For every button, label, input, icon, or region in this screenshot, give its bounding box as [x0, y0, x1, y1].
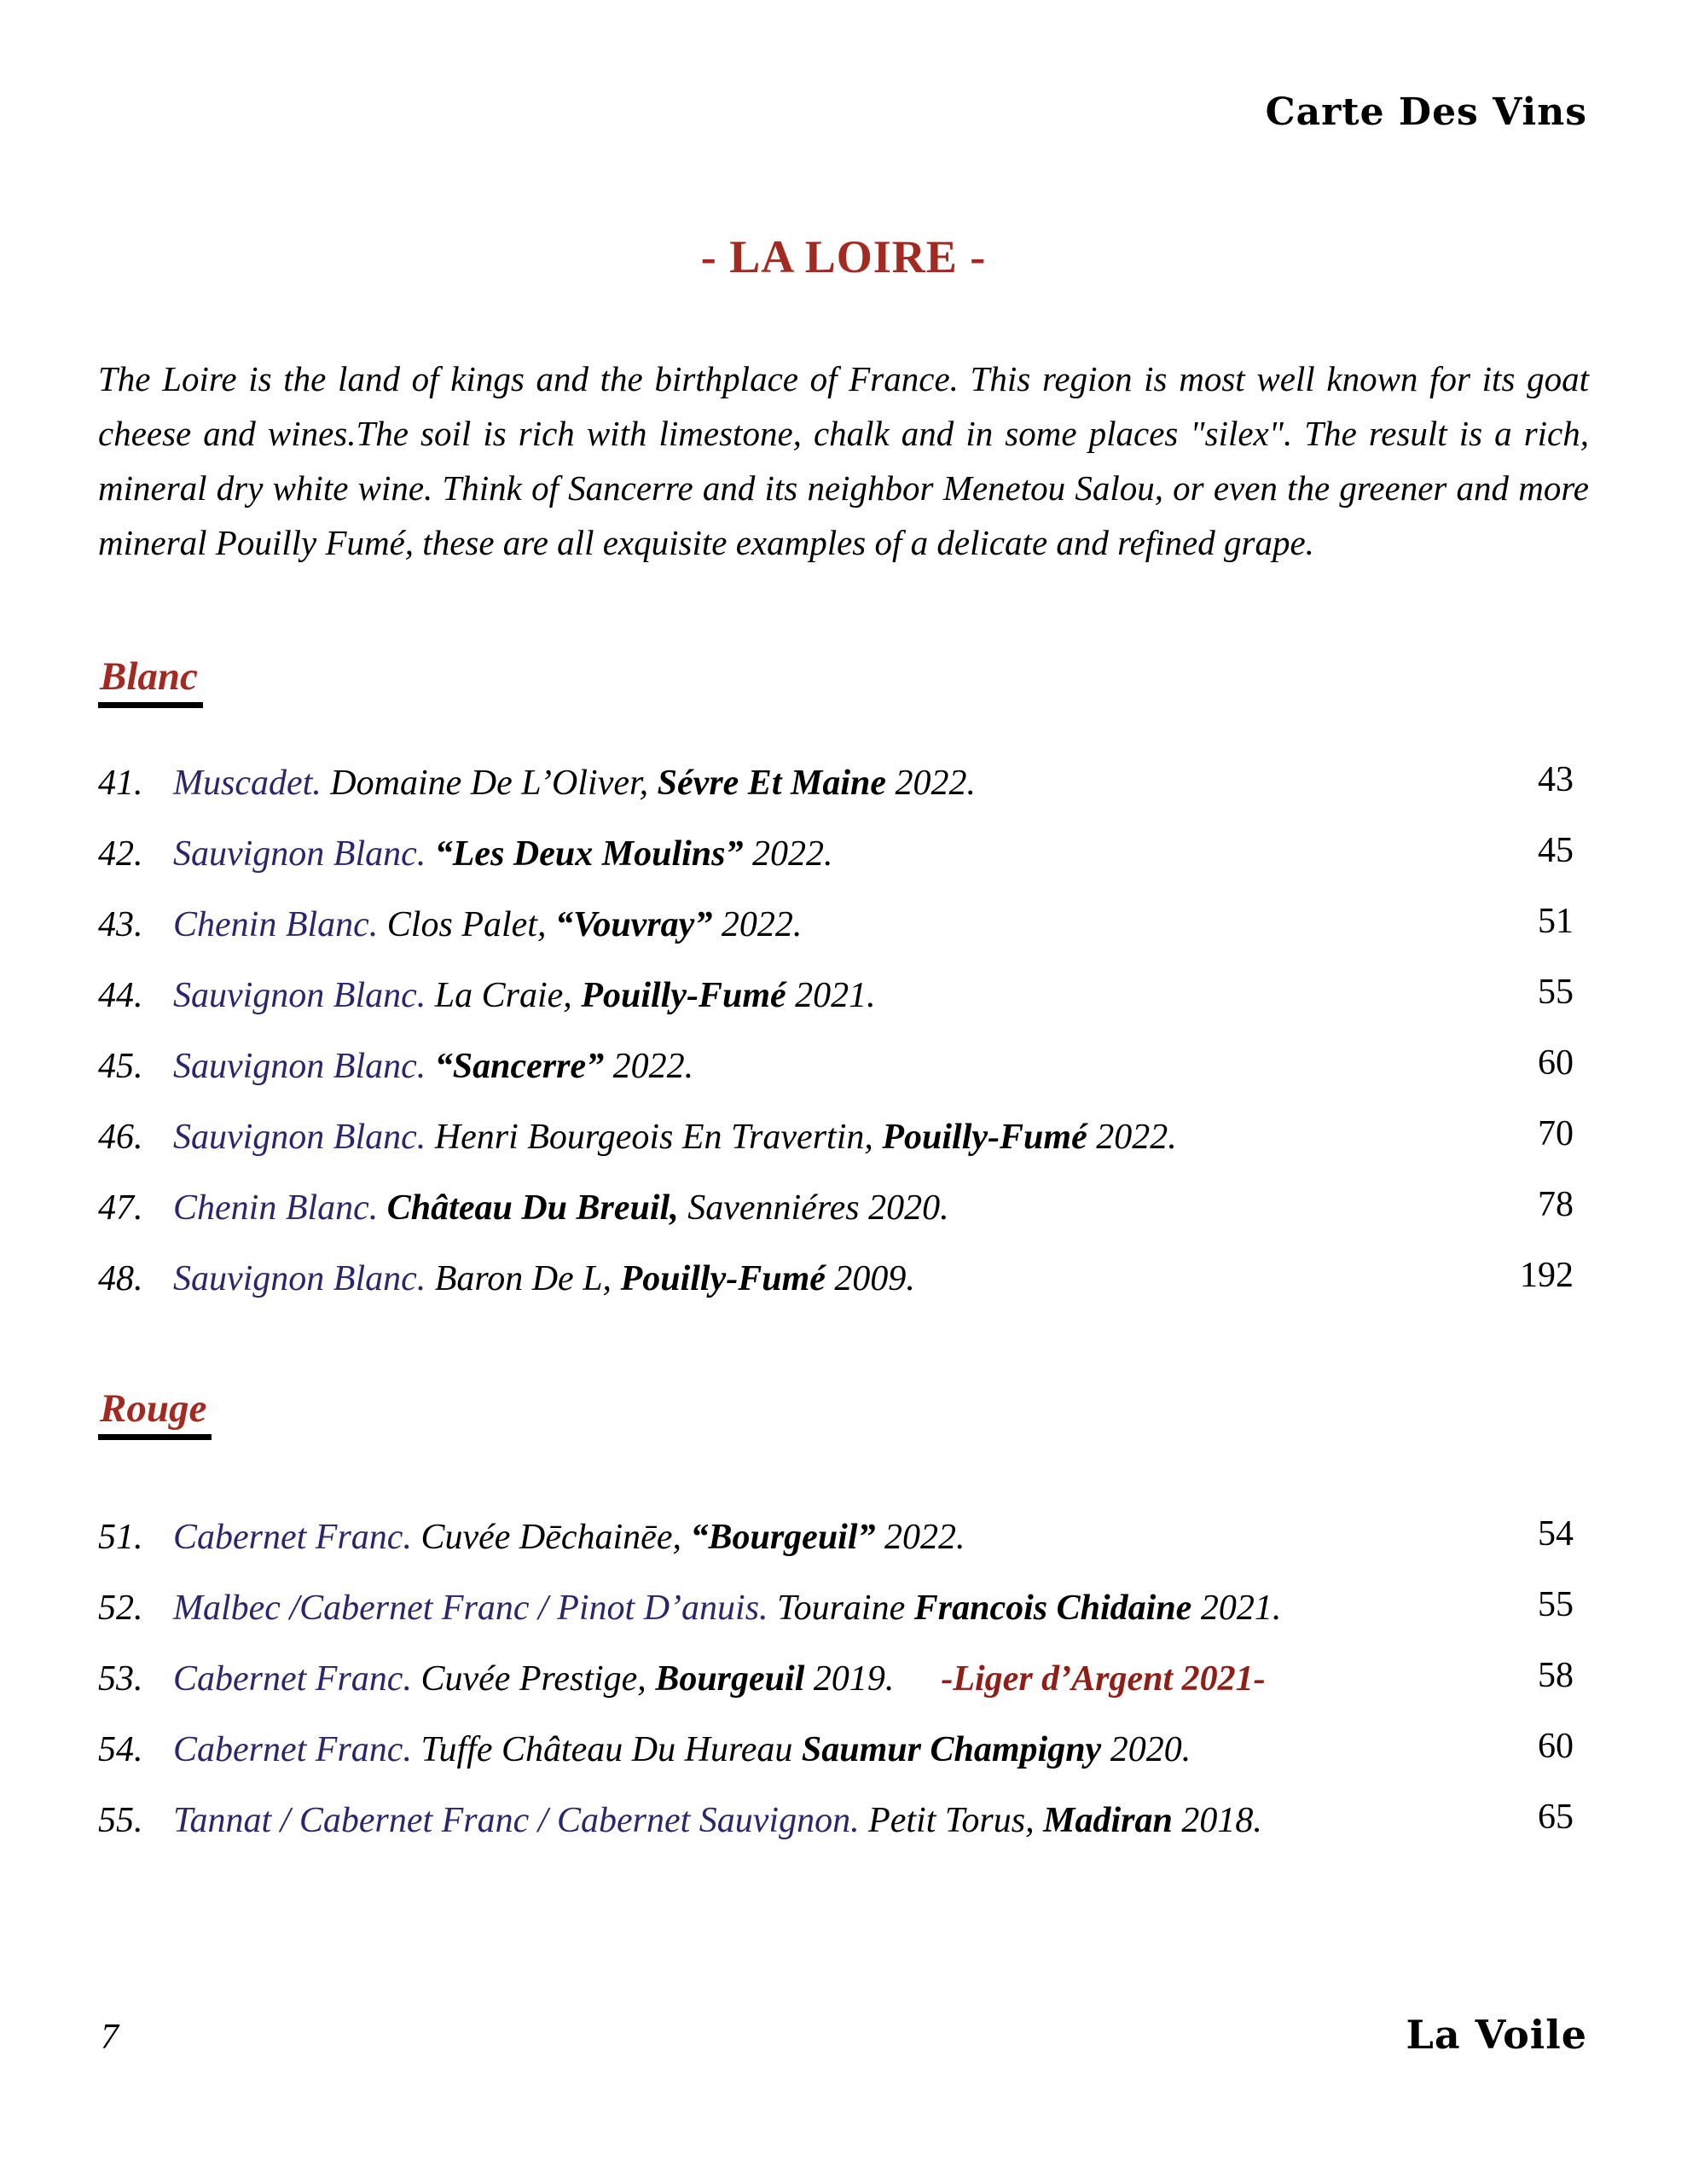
- wine-name-emphasis: Château Du Breuil,: [386, 1188, 679, 1228]
- wine-description: [173, 973, 1480, 1019]
- wine-name-text: La Craie,: [434, 976, 582, 1015]
- wine-price: 51: [1538, 902, 1574, 941]
- page-number: 7: [101, 2018, 119, 2057]
- grape-variety: Cabernet Franc.: [173, 1659, 412, 1699]
- wine-name-text: 2022.: [875, 1518, 965, 1557]
- wine-number: 44.: [98, 976, 143, 1015]
- wine-name-text: Savenniéres 2020.: [678, 1188, 949, 1228]
- wine-price: 58: [1538, 1656, 1574, 1695]
- wine-number: 48.: [98, 1259, 143, 1298]
- wine-price: 192: [1520, 1256, 1574, 1295]
- wine-name-text: 2021.: [1191, 1589, 1282, 1628]
- wine-name-text: 2020.: [1101, 1730, 1191, 1769]
- wine-name-emphasis: Sévre Et Maine: [657, 764, 886, 803]
- wine-name-emphasis: Francois Chidaine: [913, 1589, 1192, 1628]
- wine-name-text: Tuffe Château Du Hureau: [420, 1730, 802, 1769]
- grape-variety: Chenin Blanc.: [173, 1188, 379, 1228]
- wine-number: 46.: [98, 1118, 143, 1157]
- wine-description: [173, 832, 1480, 877]
- wine-description: [173, 1798, 1480, 1844]
- grape-variety: Sauvignon Blanc.: [173, 834, 426, 874]
- wine-name-emphasis: “Sancerre”: [434, 1047, 605, 1086]
- wine-number: 55.: [98, 1801, 143, 1840]
- wine-description: [173, 1515, 1480, 1560]
- wine-row: [98, 1115, 1574, 1160]
- grape-variety: Tannat / Cabernet Franc / Cabernet Sauvignon.: [173, 1801, 860, 1840]
- wine-description: [173, 1257, 1480, 1302]
- wine-name-emphasis: “Les Deux Moulins”: [434, 834, 744, 874]
- grape-variety: Chenin Blanc.: [173, 905, 379, 944]
- vintage-note: -Liger d’Argent 2021-: [941, 1659, 1266, 1699]
- wine-name-text: Touraine: [777, 1589, 914, 1628]
- grape-variety: Malbec /Cabernet Franc / Pinot D’anuis.: [173, 1589, 768, 1628]
- wine-name-text: Petit Torus,: [868, 1801, 1044, 1840]
- wine-row: [98, 1044, 1574, 1089]
- wine-name-text: 2009.: [825, 1259, 915, 1298]
- wine-row: [98, 1515, 1574, 1560]
- grape-variety: Sauvignon Blanc.: [173, 1259, 426, 1298]
- wine-price: 54: [1538, 1514, 1574, 1554]
- wine-name-emphasis: “Vouvray”: [554, 905, 713, 944]
- wine-row: [98, 832, 1574, 877]
- wine-name-text: 2022.: [1087, 1118, 1177, 1157]
- wine-description: [173, 761, 1480, 806]
- section-header-blanc: Blanc: [98, 653, 203, 708]
- wine-name-emphasis: Saumur Champigny: [801, 1730, 1102, 1769]
- grape-variety: Sauvignon Blanc.: [173, 1118, 426, 1157]
- section-blanc: [98, 653, 1574, 1327]
- wine-name-text: Cuvée Dēchainēe,: [420, 1518, 691, 1557]
- wine-number: 54.: [98, 1730, 143, 1769]
- wine-row: [98, 761, 1574, 806]
- wine-name-emphasis: “Bourgeuil”: [690, 1518, 876, 1557]
- wine-row: [98, 1657, 1574, 1702]
- wine-number: 43.: [98, 905, 143, 944]
- wine-description: [173, 1044, 1480, 1089]
- wine-name-text: Henri Bourgeois En Travertin,: [434, 1118, 883, 1157]
- wine-name-text: 2022.: [886, 764, 976, 803]
- wine-description: [173, 1115, 1480, 1160]
- wine-description: [173, 1728, 1480, 1773]
- wine-price: 43: [1538, 760, 1574, 799]
- wine-row: [98, 903, 1574, 948]
- wine-price: 55: [1538, 1585, 1574, 1624]
- wine-name-text: Domaine De L’Oliver,: [330, 764, 658, 803]
- document-title: Carte Des Vins: [1265, 90, 1587, 134]
- grape-variety: Cabernet Franc.: [173, 1518, 412, 1557]
- wine-price: 70: [1538, 1114, 1574, 1153]
- wine-price: 45: [1538, 831, 1574, 870]
- region-description: The Loire is the land of kings and the birthplace of France. This region is most well known for its goat cheese and wines.The soil is rich with limestone, chalk and in some places "silex". The result is a rich, mineral dry white wine. Think of Sancerre and its neighbor Menetou Salou, or even the greener and more mineral Pouilly Fumé, these are all exquisite examples of a delicate and refined grape.: [98, 359, 1589, 562]
- wine-name-text: Cuvée Prestige,: [420, 1659, 656, 1699]
- wine-number: 53.: [98, 1659, 143, 1699]
- wine-description: [173, 903, 1480, 948]
- wine-number: 45.: [98, 1047, 143, 1086]
- region-title: - LA LOIRE -: [700, 231, 987, 282]
- wine-row: [98, 1728, 1574, 1773]
- wine-number: 41.: [98, 764, 143, 803]
- wine-name-emphasis: Bourgeuil: [655, 1659, 805, 1699]
- wine-number: 42.: [98, 834, 143, 874]
- wine-name-emphasis: Pouilly-Fumé: [620, 1259, 826, 1298]
- wine-price: 65: [1538, 1798, 1574, 1837]
- wine-name-text: 2022.: [604, 1047, 694, 1086]
- wine-description: [173, 1186, 1480, 1231]
- wine-list-rouge: [98, 1515, 1574, 1844]
- wine-name-emphasis: Madiran: [1043, 1801, 1173, 1840]
- section-header-rouge: Rouge: [98, 1385, 212, 1440]
- grape-variety: Muscadet.: [173, 764, 322, 803]
- wine-name-text: 2021.: [786, 976, 876, 1015]
- wine-number: 47.: [98, 1188, 143, 1228]
- grape-variety: Cabernet Franc.: [173, 1730, 412, 1769]
- wine-row: [98, 1798, 1574, 1844]
- wine-number: 51.: [98, 1518, 143, 1557]
- wine-description: [173, 1586, 1480, 1631]
- wine-price: 60: [1538, 1727, 1574, 1766]
- wine-number: 52.: [98, 1589, 143, 1628]
- grape-variety: Sauvignon Blanc.: [173, 1047, 426, 1086]
- wine-price: 55: [1538, 973, 1574, 1012]
- wine-name-text: 2018.: [1172, 1801, 1262, 1840]
- wine-name-text: Baron De L,: [434, 1259, 621, 1298]
- wine-price: 60: [1538, 1043, 1574, 1083]
- wine-price: 78: [1538, 1185, 1574, 1224]
- wine-name-emphasis: Pouilly-Fumé: [882, 1118, 1087, 1157]
- section-rouge: [98, 1385, 1574, 1869]
- wine-row: [98, 1186, 1574, 1231]
- wine-name-text: 2022.: [743, 834, 833, 874]
- wine-description: [173, 1657, 1480, 1702]
- wine-row: [98, 1586, 1574, 1631]
- wine-row: [98, 1257, 1574, 1302]
- wine-name-text: Clos Palet,: [386, 905, 555, 944]
- wine-list-blanc: [98, 761, 1574, 1302]
- wine-row: [98, 973, 1574, 1019]
- wine-name-text: 2022.: [712, 905, 803, 944]
- wine-name-emphasis: Pouilly-Fumé: [581, 976, 786, 1015]
- wine-name-text: 2019.: [804, 1659, 895, 1699]
- grape-variety: Sauvignon Blanc.: [173, 976, 426, 1015]
- restaurant-name: La Voile: [1406, 2012, 1587, 2058]
